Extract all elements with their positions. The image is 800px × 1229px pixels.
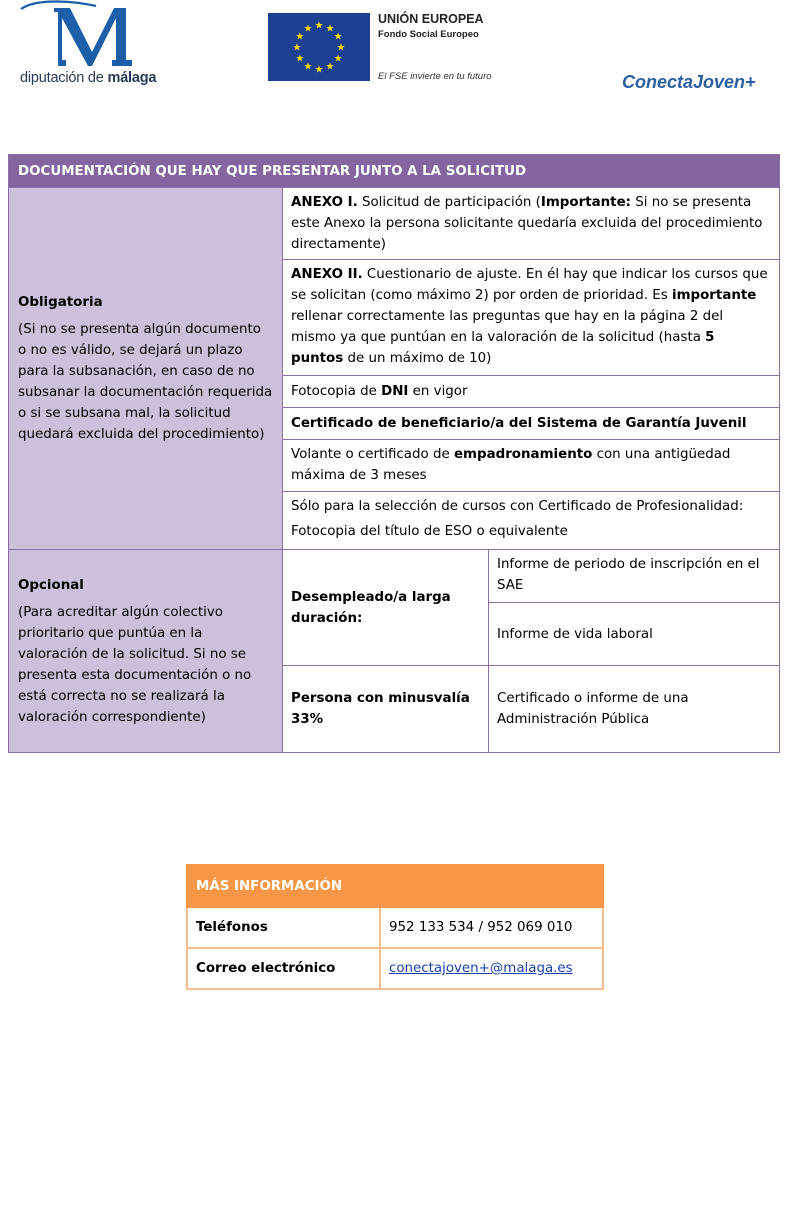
eu-star-icon: ★ xyxy=(295,53,305,65)
diputacion-name: diputación de málaga xyxy=(20,70,157,86)
mandatory-item-empadronamiento: Volante o certificado de empadronamiento con una antigüedad máxima de 3 meses xyxy=(283,440,780,492)
phone-label: Teléfonos xyxy=(187,907,380,948)
optional-title: Opcional xyxy=(18,577,84,593)
eu-star-icon: ★ xyxy=(303,23,313,35)
email-cell xyxy=(380,948,603,989)
optional-doc-vida-laboral: Informe de vida laboral xyxy=(489,603,780,666)
eu-star-icon: ★ xyxy=(314,64,324,76)
mandatory-item-anexo-2: ANEXO II. Cuestionario de ajuste. En él hay que indicar los cursos que se solicitan (como máximo 2) por orden de prioridad. Es importante rellenar correctamente las preguntas que hay en la página 2 del mismo ya que puntúan en la valoración de la solicitud (hasta 5 puntos de un máximo de 10) xyxy=(283,260,780,376)
eu-motto: El FSE invierte en tu futuro xyxy=(378,71,492,82)
optional-doc-certificate: Certificado o informe de una Administración Pública xyxy=(489,666,780,753)
optional-description: (Para acreditar algún colectivo prioritario que puntúa en la valoración de la solicitud. Si no se presenta esta documentación o no está correcta no se realizará la valoración correspondiente) xyxy=(18,604,252,725)
mandatory-description: (Si no se presenta algún documento o no es válido, se dejará un plazo para la subsanación, en caso de no subsanar la documentación requerida o si se subsana mal, la solicitud quedará excluida del procedimiento) xyxy=(18,322,273,442)
eu-star-icon: ★ xyxy=(292,42,302,54)
eu-star-icon: ★ xyxy=(303,61,313,73)
optional-label-unemployed: Desempleado/a larga duración: xyxy=(283,550,489,666)
eu-star-icon: ★ xyxy=(336,42,346,54)
email-label: Correo electrónico xyxy=(187,948,380,989)
email-link[interactable]: conectajoven+@malaga.es xyxy=(389,961,573,976)
eu-star-icon: ★ xyxy=(333,53,343,65)
optional-doc-sae: Informe de periodo de inscripción en el SAE xyxy=(489,550,780,603)
eu-title: UNIÓN EUROPEA xyxy=(378,12,484,26)
documentation-title: DOCUMENTACIÓN QUE HAY QUE PRESENTAR JUNTO A LA SOLICITUD xyxy=(9,155,780,188)
mandatory-section xyxy=(9,188,283,550)
mandatory-item-anexo-1: ANEXO I. Solicitud de participación (Importante: Si no se presenta este Anexo la persona solicitante quedaría excluida del procedimiento directamente) xyxy=(283,188,780,260)
mandatory-item-eso: Sólo para la selección de cursos con Certificado de Profesionalidad: Fotocopia del título de ESO o equivalente xyxy=(283,492,780,550)
mandatory-item-garantia-juvenil: Certificado de beneficiario/a del Sistema de Garantía Juvenil xyxy=(283,408,780,440)
eu-star-icon: ★ xyxy=(325,61,335,73)
program-brand: ConectaJoven+ xyxy=(622,72,756,92)
diputacion-m-icon xyxy=(18,0,163,70)
eu-star-icon: ★ xyxy=(333,31,343,43)
phone-value: 952 133 534 / 952 069 010 xyxy=(380,907,603,948)
diputacion-logo xyxy=(18,0,163,92)
eu-star-icon: ★ xyxy=(325,23,335,35)
mandatory-item-dni: Fotocopia de DNI en vigor xyxy=(283,376,780,408)
eu-star-icon: ★ xyxy=(295,31,305,43)
more-info-table xyxy=(186,864,604,990)
mandatory-title: Obligatoria xyxy=(18,295,103,310)
more-info-title: MÁS INFORMACIÓN xyxy=(187,865,603,907)
optional-section xyxy=(9,550,283,753)
eu-star-icon: ★ xyxy=(314,20,324,32)
eu-subtitle: Fondo Social Europeo xyxy=(378,29,479,40)
optional-label-disability: Persona con minusvalía 33% xyxy=(283,666,489,753)
documentation-table xyxy=(8,154,780,753)
eu-flag-icon xyxy=(268,13,370,81)
